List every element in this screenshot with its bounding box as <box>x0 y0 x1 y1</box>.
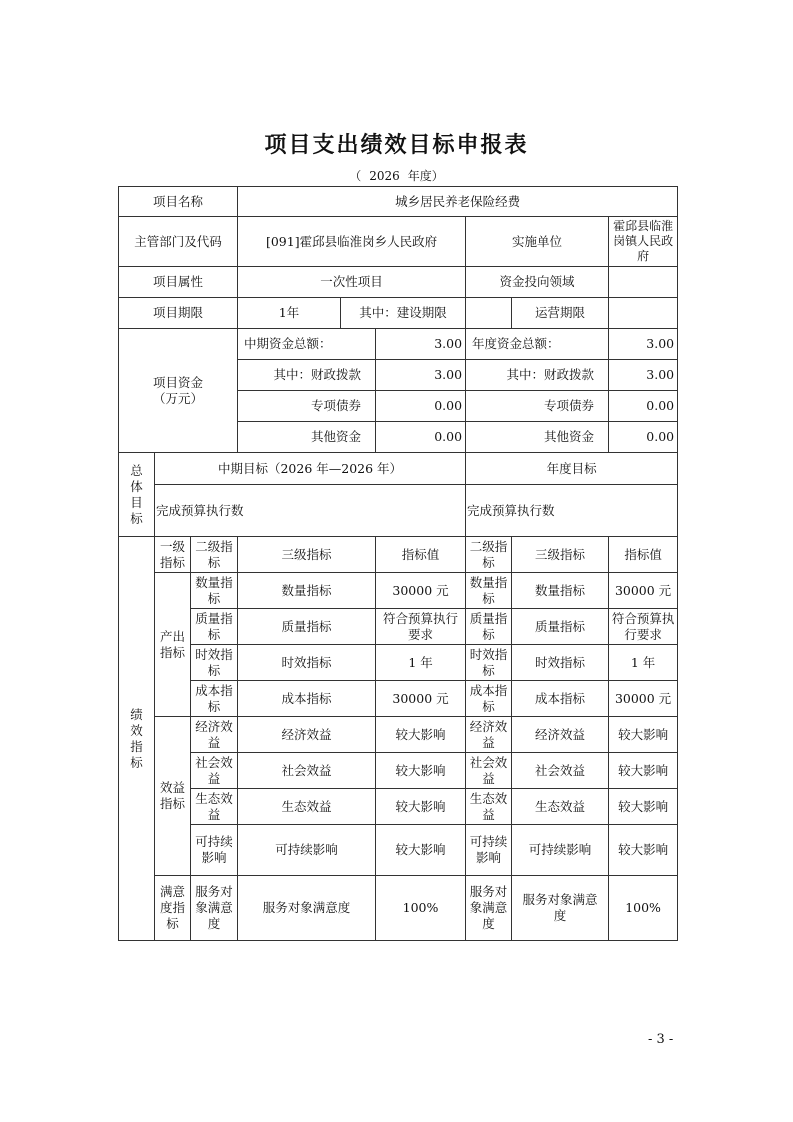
indicator-row <box>119 876 678 941</box>
value-ops <box>609 298 678 329</box>
val: 1 年 <box>376 645 466 681</box>
year-funds-label: 专项债券 <box>466 391 609 422</box>
year-l3: 服务对象满意度 <box>512 876 609 941</box>
group-benefit: 效益指标 <box>155 717 191 876</box>
indicator-row <box>119 681 678 717</box>
value-build <box>466 298 512 329</box>
mid-funds-value: 3.00 <box>376 360 466 391</box>
year-target-header: 年度目标 <box>466 453 678 485</box>
mid-funds-label: 其中：财政拨款 <box>238 360 376 391</box>
val: 较大影响 <box>376 717 466 753</box>
year-l2: 时效指标 <box>466 645 512 681</box>
year-funds-value: 3.00 <box>609 360 678 391</box>
year-funds-value: 0.00 <box>609 422 678 453</box>
value-field <box>609 267 678 298</box>
l2: 成本指标 <box>191 681 238 717</box>
page-number: - 3 - <box>648 1032 674 1047</box>
year-l2: 社会效益 <box>466 753 512 789</box>
row-attr <box>119 267 678 298</box>
l2: 服务对象满意度 <box>191 876 238 941</box>
val: 较大影响 <box>376 789 466 825</box>
year-val: 100% <box>609 876 678 941</box>
val: 30000 元 <box>376 681 466 717</box>
performance-target-table <box>118 186 678 941</box>
header-l1: 一级指标 <box>155 537 191 573</box>
funds-row <box>119 329 678 360</box>
l3: 成本指标 <box>238 681 376 717</box>
year-l3: 生态效益 <box>512 789 609 825</box>
header-year-l2: 二级指标 <box>466 537 512 573</box>
overall-text-row <box>119 485 678 537</box>
label-overall: 总体目标 <box>119 453 155 537</box>
val: 30000 元 <box>376 573 466 609</box>
label-dept: 主管部门及代码 <box>119 217 238 267</box>
year-l2: 成本指标 <box>466 681 512 717</box>
l2: 生态效益 <box>191 789 238 825</box>
label-funds <box>119 329 238 453</box>
l3: 质量指标 <box>238 609 376 645</box>
year-val: 30000 元 <box>609 681 678 717</box>
header-val: 指标值 <box>376 537 466 573</box>
value-dept: [091]霍邱县临淮岗乡人民政府 <box>238 217 466 267</box>
l3: 生态效益 <box>238 789 376 825</box>
val: 符合预算执行要求 <box>376 609 466 645</box>
year-l3: 可持续影响 <box>512 825 609 876</box>
label-build: 其中：建设期限 <box>341 298 466 329</box>
val: 较大影响 <box>376 825 466 876</box>
indicator-row <box>119 573 678 609</box>
l2: 质量指标 <box>191 609 238 645</box>
group-satisfaction: 满意度指标 <box>155 876 191 941</box>
mid-target-header: 中期目标（2026 年—2026 年） <box>155 453 466 485</box>
row-project-name <box>119 187 678 217</box>
l3: 可持续影响 <box>238 825 376 876</box>
year-open: （ <box>349 169 362 183</box>
year-l2: 可持续影响 <box>466 825 512 876</box>
year-l3: 成本指标 <box>512 681 609 717</box>
value-attr: 一次性项目 <box>238 267 466 298</box>
year-funds-label: 其中：财政拨款 <box>466 360 609 391</box>
mid-target-text: 完成预算执行数 <box>155 485 466 537</box>
year-val: 1 年 <box>609 645 678 681</box>
indicator-row <box>119 825 678 876</box>
year-target-text: 完成预算执行数 <box>466 485 678 537</box>
mid-funds-value: 0.00 <box>376 422 466 453</box>
l2: 数量指标 <box>191 573 238 609</box>
val: 100% <box>376 876 466 941</box>
year-line <box>0 167 793 184</box>
year-l3: 数量指标 <box>512 573 609 609</box>
year-l3: 经济效益 <box>512 717 609 753</box>
mid-funds-label: 中期资金总额： <box>238 329 376 360</box>
l2: 经济效益 <box>191 717 238 753</box>
header-l3: 三级指标 <box>238 537 376 573</box>
label-attr: 项目属性 <box>119 267 238 298</box>
year-val: 较大影响 <box>609 753 678 789</box>
value-project-name: 城乡居民养老保险经费 <box>238 187 678 217</box>
header-year-l3: 三级指标 <box>512 537 609 573</box>
year-l2: 服务对象满意度 <box>466 876 512 941</box>
label-perf: 绩效指标 <box>119 537 155 941</box>
year-funds-label: 年度资金总额： <box>466 329 609 360</box>
label-field: 资金投向领域 <box>466 267 609 298</box>
mid-funds-label: 其他资金 <box>238 422 376 453</box>
year-funds-label: 其他资金 <box>466 422 609 453</box>
group-output: 产出指标 <box>155 573 191 717</box>
year-l3: 社会效益 <box>512 753 609 789</box>
year-val: 较大影响 <box>609 825 678 876</box>
header-l2: 二级指标 <box>191 537 238 573</box>
year-val: 30000 元 <box>609 573 678 609</box>
val: 较大影响 <box>376 753 466 789</box>
indicator-row <box>119 609 678 645</box>
year-l2: 质量指标 <box>466 609 512 645</box>
l3: 社会效益 <box>238 753 376 789</box>
funds-label: 项目资金 <box>153 374 204 390</box>
value-impl: 霍邱县临淮岗镇人民政府 <box>609 217 678 267</box>
funds-unit: （万元） <box>153 390 204 406</box>
l3: 服务对象满意度 <box>238 876 376 941</box>
l3: 时效指标 <box>238 645 376 681</box>
indicator-row <box>119 753 678 789</box>
perf-header-row <box>119 537 678 573</box>
year-val: 较大影响 <box>609 789 678 825</box>
year-l2: 生态效益 <box>466 789 512 825</box>
mid-funds-value: 0.00 <box>376 391 466 422</box>
indicator-row <box>119 717 678 753</box>
year-l3: 时效指标 <box>512 645 609 681</box>
label-project-name: 项目名称 <box>119 187 238 217</box>
year-value: 2026 <box>369 169 400 183</box>
year-l2: 经济效益 <box>466 717 512 753</box>
l2: 可持续影响 <box>191 825 238 876</box>
page-title: 项目支出绩效目标申报表 <box>264 133 529 158</box>
row-term <box>119 298 678 329</box>
indicator-row <box>119 645 678 681</box>
mid-funds-value: 3.00 <box>376 329 466 360</box>
label-ops: 运营期限 <box>512 298 609 329</box>
mid-funds-label: 专项债券 <box>238 391 376 422</box>
header-year-val: 指标值 <box>609 537 678 573</box>
year-suffix: 年度） <box>407 169 444 183</box>
row-dept <box>119 217 678 267</box>
label-term: 项目期限 <box>119 298 238 329</box>
indicator-row <box>119 789 678 825</box>
year-val: 较大影响 <box>609 717 678 753</box>
value-term: 1年 <box>238 298 341 329</box>
year-funds-value: 3.00 <box>609 329 678 360</box>
l3: 经济效益 <box>238 717 376 753</box>
l3: 数量指标 <box>238 573 376 609</box>
label-impl: 实施单位 <box>466 217 609 267</box>
year-l3: 质量指标 <box>512 609 609 645</box>
overall-header-row <box>119 453 678 485</box>
l2: 社会效益 <box>191 753 238 789</box>
year-val: 符合预算执行要求 <box>609 609 678 645</box>
year-funds-value: 0.00 <box>609 391 678 422</box>
l2: 时效指标 <box>191 645 238 681</box>
year-l2: 数量指标 <box>466 573 512 609</box>
